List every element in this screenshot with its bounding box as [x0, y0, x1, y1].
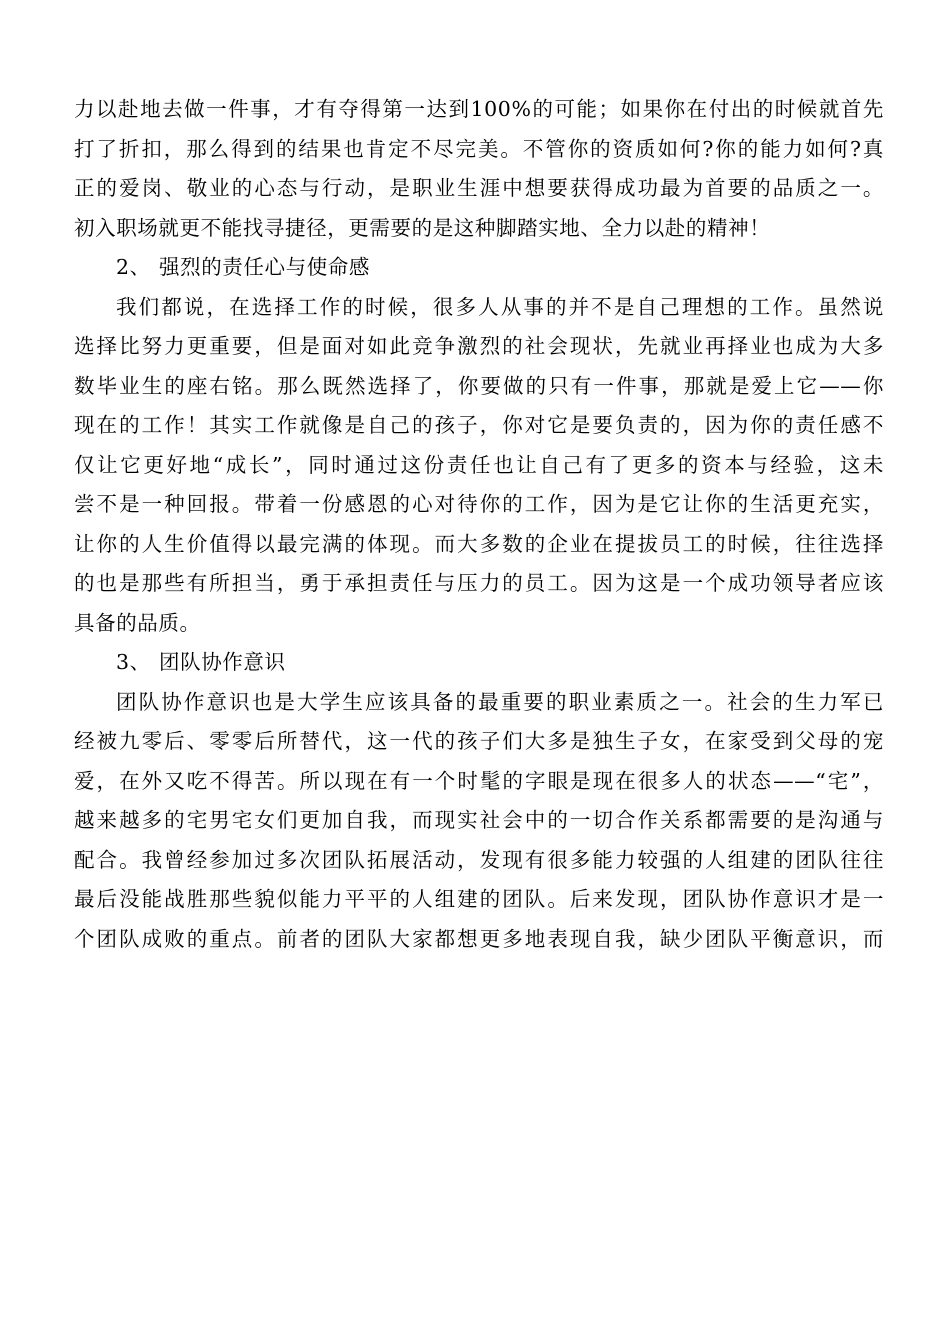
- section-title: 团队协作意识: [159, 650, 286, 674]
- text-line: 配合。我曾经参加过多次团队拓展活动，发现有很多能力较强的人组建的团队往往: [74, 847, 884, 872]
- text-line: 打了折扣，那么得到的结果也肯定不尽完美。不管你的资质如何?你的能力如何?真: [74, 136, 884, 161]
- text-line: 力以赴地去做一件事，才有夺得第一达到100%的可能；如果你在付出的时候就首先: [74, 97, 884, 121]
- text-line: 个团队成败的重点。前者的团队大家都想更多地表现自我，缺少团队平衡意识，而: [74, 926, 884, 951]
- text-line: 初入职场就更不能找寻捷径，更需要的是这种脚踏实地、全力以赴的精神！: [74, 215, 771, 240]
- text-line: 仅让它更好地“成长”，同时通过这份责任也让自己有了更多的资本与经验，这未: [74, 452, 884, 477]
- text-line: 尝不是一种回报。带着一份感恩的心对待你的工作，因为是它让你的生活更充实，: [74, 492, 884, 516]
- section-heading-2: [74, 248, 884, 288]
- section-heading-3: [74, 643, 884, 683]
- section-number: 2、: [116, 255, 151, 279]
- document-body: [74, 90, 884, 959]
- text-line: 正的爱岗、敬业的心态与行动，是职业生涯中想要获得成功最为首要的品质之一。: [74, 176, 884, 200]
- text-line: 选择比努力更重要，但是面对如此竞争激烈的社会现状，先就业再择业也成为大多: [74, 334, 884, 358]
- text-line: 数毕业生的座右铭。那么既然选择了，你要做的只有一件事，那就是爱上它——你: [74, 373, 884, 398]
- text-line: 团队协作意识也是大学生应该具备的最重要的职业素质之一。社会的生力军已: [116, 689, 884, 714]
- text-line: 我们都说，在选择工作的时候，很多人从事的并不是自己理想的工作。虽然说: [116, 294, 884, 319]
- text-line: 越来越多的宅男宅女们更加自我，而现实社会中的一切合作关系都需要的是沟通与: [74, 808, 884, 832]
- text-line: 的也是那些有所担当，勇于承担责任与压力的员工。因为这是一个成功领导者应该: [74, 571, 884, 595]
- section-title: 强烈的责任心与使命感: [159, 255, 370, 279]
- text-line: 让你的人生价值得以最完满的体现。而大多数的企业在提拔员工的时候，往往选择: [74, 531, 884, 556]
- text-line: 最后没能战胜那些貌似能力平平的人组建的团队。后来发现，团队协作意识才是一: [74, 887, 884, 911]
- text-line: 具备的品质。: [74, 610, 201, 635]
- text-line: 经被九零后、零零后所替代，这一代的孩子们大多是独生子女，在家受到父母的宠: [74, 729, 884, 753]
- section-number: 3、: [116, 650, 151, 674]
- text-line: 爱，在外又吃不得苦。所以现在有一个时髦的字眼是现在很多人的状态——“宅”，: [74, 768, 884, 793]
- text-line: 现在的工作！其实工作就像是自己的孩子，你对它是要负责的，因为你的责任感不: [74, 413, 884, 437]
